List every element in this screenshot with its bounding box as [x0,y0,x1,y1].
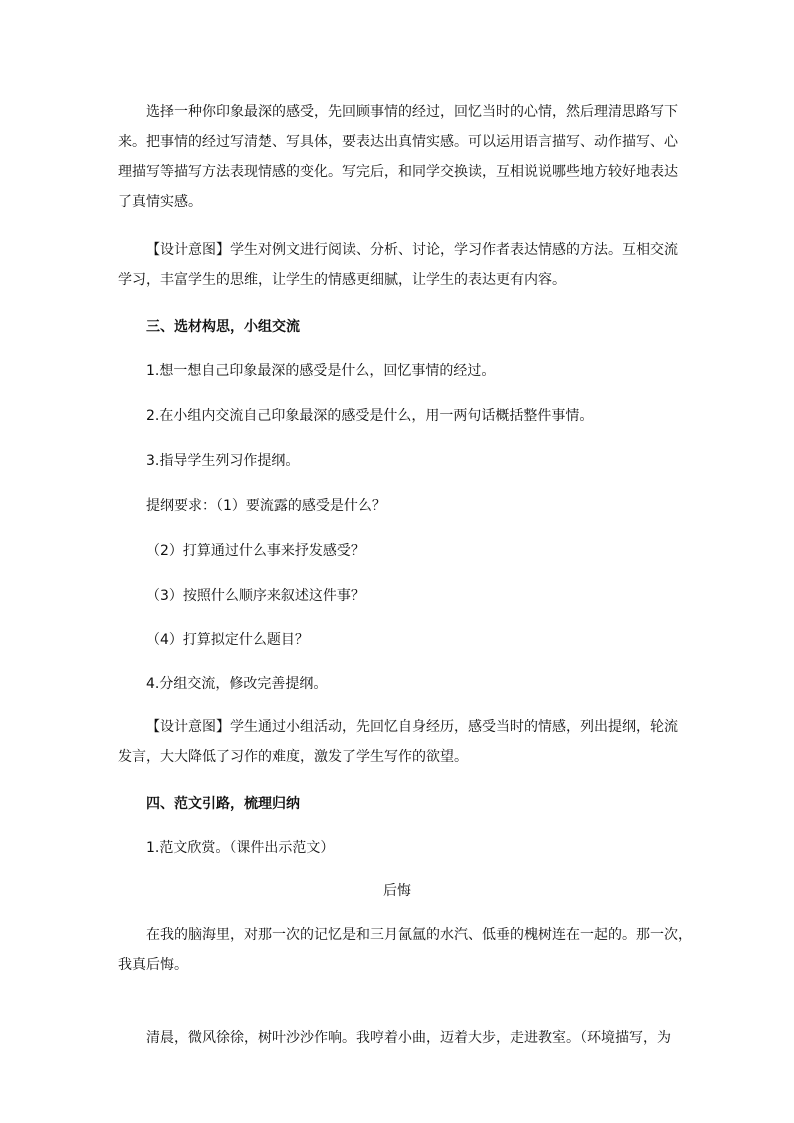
list-item-3: 3.指导学生列习作提纲。 [146,453,300,469]
list-item-fanwen: 1.范文欣赏。（课件出示范文） [146,840,335,856]
paragraph-line: 【设计意图】学生对例文进行阅读、分析、讨论，学习作者表达情感的方法。互相交流 [146,242,678,258]
paragraph-line: 发言，大大降低了习作的难度，激发了学生写作的欲望。 [118,749,468,765]
section-heading-4: 四、范文引路，梳理归纳 [146,796,300,812]
paragraph-line: 【设计意图】学生通过小组活动，先回忆自身经历，感受当时的情感，列出提纲，轮流 [146,719,678,735]
list-item-4: 4.分组交流，修改完善提纲。 [146,676,328,692]
paragraph-line: 来。把事情的经过写清楚、写具体，要表达出真情实感。可以运用语言描写、动作描写、心 [118,134,678,150]
outline-item-2: （2）打算通过什么事来抒发感受？ [146,543,365,559]
essay-paragraph-2 [146,1025,676,1051]
list-item-2: 2.在小组内交流自己印象最深的感受是什么，用一两句话概括整件事情。 [146,408,594,424]
paragraph-line: 我真后悔。 [118,957,188,973]
paragraph-line: 理描写等描写方法表现情感的变化。写完后，和同学交换读，互相说说哪些地方较好地表达 [118,164,678,180]
outline-item-4: （4）打算拟定什么题目？ [146,632,309,648]
essay-title: 后悔 [383,883,411,899]
section-heading-3: 三、选材构思，小组交流 [146,319,300,335]
paragraph-line: 学习，丰富学生的思维，让学生的情感更细腻，让学生的表达更有内容。 [118,272,566,288]
design-intent-1 [118,237,678,293]
paragraph-intro [118,99,678,215]
list-item-1: 1.想一想自己印象最深的感受是什么，回忆事情的经过。 [146,363,496,379]
paragraph-line: 清晨，微风徐徐，树叶沙沙作响。我哼着小曲，迈着大步，走进教室。（环境描写，为 [146,1030,671,1046]
paragraph-line: 选择一种你印象最深的感受，先回顾事情的经过，回忆当时的心情，然后理清思路写下 [146,104,678,120]
paragraph-line: 在我的脑海里，对那一次的记忆是和三月氤氲的水汽、低垂的槐树连在一起的。那一次， [146,927,692,943]
outline-requirement: 提纲要求：（1）要流露的感受是什么？ [146,498,386,514]
essay-paragraph-1 [118,922,692,978]
paragraph-line: 了真情实感。 [118,194,202,210]
outline-item-3: （3）按照什么顺序来叙述这件事？ [146,588,365,604]
design-intent-2 [118,714,678,770]
